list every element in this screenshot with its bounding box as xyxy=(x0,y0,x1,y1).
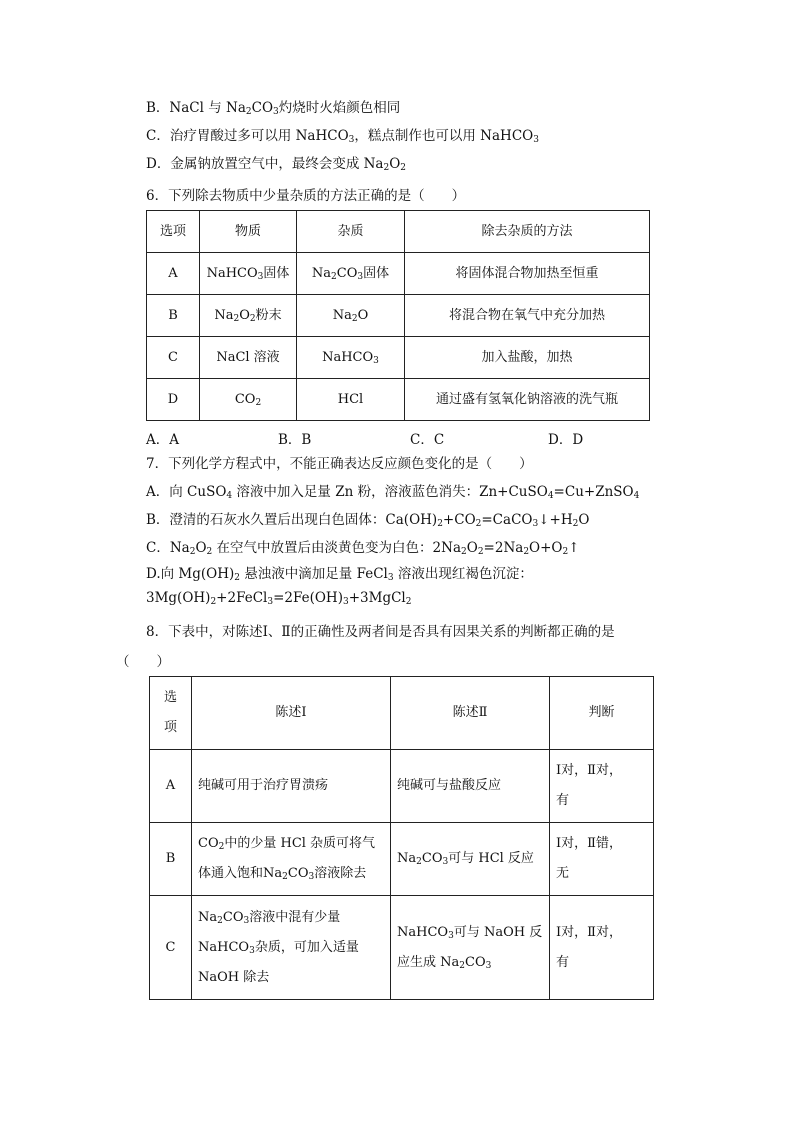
q6-row-method: 将固体混合物加热至恒重 xyxy=(405,253,650,295)
q6-row-option: D xyxy=(147,379,200,421)
q7-option-b: B．澄清的石灰水久置后出现白色固体：$Ca(OH)_2+CO_2=CaCO_3↓+H_2O$ xyxy=(146,512,590,529)
q6-choice-c: C．C xyxy=(410,432,445,448)
q8-row-statement1: 纯碱可用于治疗胃溃疡 xyxy=(192,750,391,823)
q8-row-option: C xyxy=(150,896,192,1000)
q6-answer-choices xyxy=(146,428,646,446)
table-row xyxy=(147,379,650,421)
q7-option-a: A．向 CuSO$_4$ 溶液中加入足量 Zn 粉，溶液蓝色消失：Zn+CuSO$_4$=Cu+ZnSO$_4$ xyxy=(146,484,640,501)
q8-paren: （ ） xyxy=(116,654,170,670)
q6-row-substance: NaHCO$_3$固体 xyxy=(200,253,297,295)
q6-header-substance: 物质 xyxy=(200,211,297,253)
q6-row-method: 将混合物在氧气中充分加热 xyxy=(405,295,650,337)
q6-row-substance: $CO_2$ xyxy=(200,379,297,421)
q8-header-statement1: 陈述Ⅰ xyxy=(192,677,391,750)
q5-option-c: C．治疗胃酸过多可以用 NaHCO$_3$，糕点制作也可以用 NaHCO$_3$ xyxy=(146,128,539,145)
q8-row-judge: Ⅰ对，Ⅱ对， 有 xyxy=(550,896,654,1000)
q6-row-impurity: HCl xyxy=(297,379,405,421)
table-row xyxy=(147,253,650,295)
q6-header-method: 除去杂质的方法 xyxy=(405,211,650,253)
q8-row-option: A xyxy=(150,750,192,823)
q8-row-statement2: $Na_2CO_3$可与 HCl 反应 xyxy=(391,823,550,896)
q6-stem: 6．下列除去物质中少量杂质的方法正确的是（ ） xyxy=(146,188,466,204)
q8-row-option: B xyxy=(150,823,192,896)
q6-header-impurity: 杂质 xyxy=(297,211,405,253)
q8-header-statement2: 陈述Ⅱ xyxy=(391,677,550,750)
q6-choice-d: D．D xyxy=(548,432,584,448)
q8-row-statement2: NaHCO$_3$可与 NaOH 反 应生成 $Na_2CO_3$ xyxy=(391,896,550,1000)
q8-header-option: 选 项 xyxy=(150,677,192,750)
q6-table xyxy=(146,210,650,421)
q8-table xyxy=(149,676,654,1000)
q8-row-judge: Ⅰ对，Ⅱ错， 无 xyxy=(550,823,654,896)
q6-row-impurity: $Na_2O$ xyxy=(297,295,405,337)
table-row xyxy=(150,896,654,1000)
q8-stem: 8．下表中，对陈述Ⅰ、Ⅱ的正确性及两者间是否具有因果关系的判断都正确的是 xyxy=(146,624,615,640)
table-row xyxy=(150,823,654,896)
q6-row-substance: $Na_2O_2$粉末 xyxy=(200,295,297,337)
q8-row-statement1: $Na_2CO_3$溶液中混有少量 NaHCO$_3$杂质，可加入适量 NaOH 除去 xyxy=(192,896,391,1000)
q7-option-d-line2: $3Mg(OH)_2+2FeCl_3=2Fe(OH)_3+3MgCl_2$ xyxy=(146,590,412,607)
q8-row-statement2: 纯碱可与盐酸反应 xyxy=(391,750,550,823)
q6-row-option: C xyxy=(147,337,200,379)
table-row xyxy=(150,750,654,823)
q5-option-b: B．NaCl 与 $Na_2CO_3$灼烧时火焰颜色相同 xyxy=(146,100,401,117)
q6-row-substance: NaCl 溶液 xyxy=(200,337,297,379)
q7-option-c: C．$Na_2O_2$ 在空气中放置后由淡黄色变为白色：$2Na_2O_2=2Na_2O+O_2↑$ xyxy=(146,540,580,557)
q6-row-method: 通过盛有氢氧化钠溶液的洗气瓶 xyxy=(405,379,650,421)
q6-row-impurity: $Na_2CO_3$固体 xyxy=(297,253,405,295)
q6-row-option: B xyxy=(147,295,200,337)
table-row xyxy=(147,295,650,337)
q7-stem: 7．下列化学方程式中，不能正确表达反应颜色变化的是（ ） xyxy=(146,456,533,472)
q7-option-d-line1: D.向 $Mg(OH)_2$ 悬浊液中滴加足量 FeCl$_3$ 溶液出现红褐色沉淀： xyxy=(146,566,533,583)
q6-row-method: 加入盐酸，加热 xyxy=(405,337,650,379)
q8-row-judge: Ⅰ对，Ⅱ对， 有 xyxy=(550,750,654,823)
q6-row-option: A xyxy=(147,253,200,295)
q6-header-option: 选项 xyxy=(147,211,200,253)
q6-choice-b: B．B xyxy=(278,432,312,448)
table-row xyxy=(147,337,650,379)
q6-choice-a: A．A xyxy=(146,432,179,448)
q5-option-d: D．金属钠放置空气中，最终会变成 $Na_2O_2$ xyxy=(146,156,407,173)
q6-row-impurity: NaHCO$_3$ xyxy=(297,337,405,379)
q8-header-judge: 判断 xyxy=(550,677,654,750)
q8-row-statement1: $CO_2$中的少量 HCl 杂质可将气 体通入饱和$Na_2CO_3$溶液除去 xyxy=(192,823,391,896)
